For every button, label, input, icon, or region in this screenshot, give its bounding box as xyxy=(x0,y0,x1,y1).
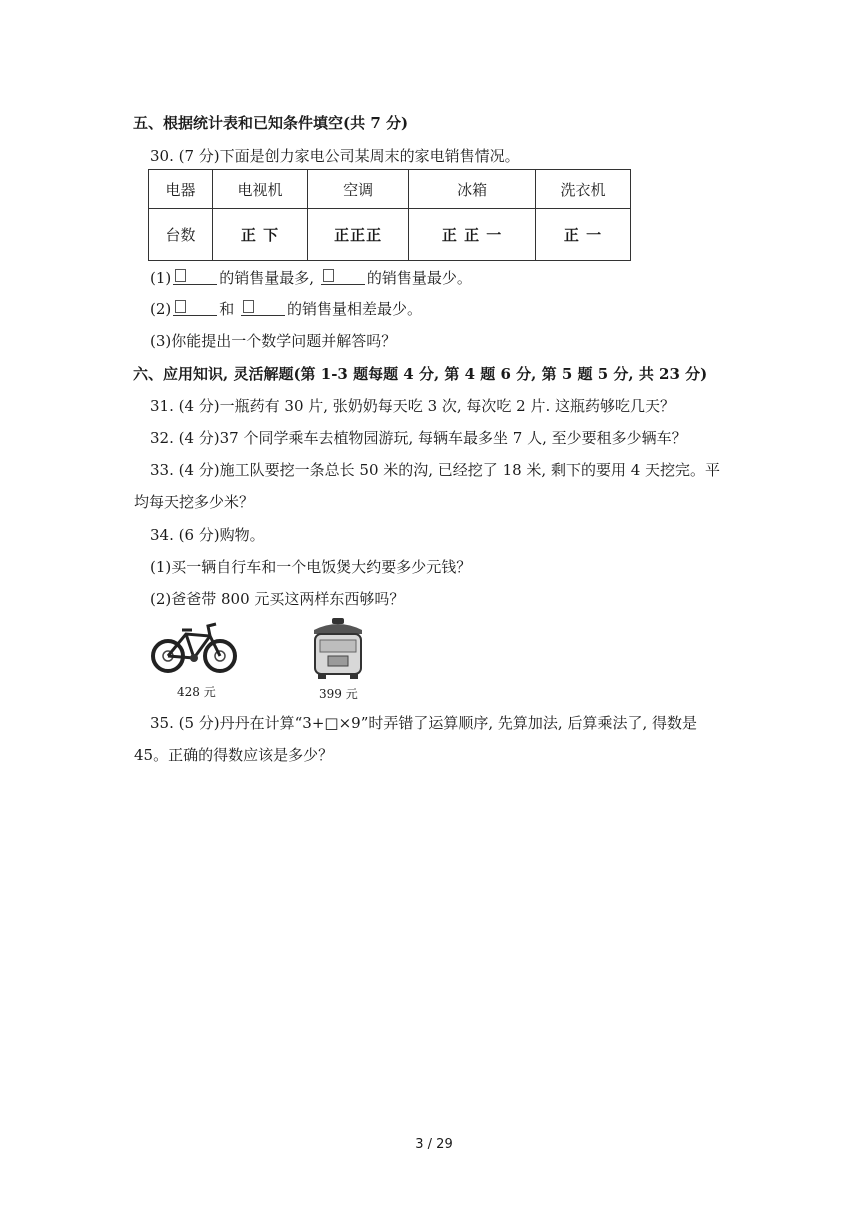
sub-question-3: (3)你能提出一个数学问题并解答吗？ xyxy=(150,332,397,350)
table-header-appliance: 电器 xyxy=(149,170,213,209)
question-30: 30. (7 分)下面是创力家电公司某周末的家电销售情况。 xyxy=(150,147,520,165)
table-header-washer: 洗衣机 xyxy=(536,170,631,209)
section-six-title: 六、应用知识, 灵活解题(第 1-3 题每题 4 分, 第 4 题 6 分, 第 5 题 5 分, 共 23 分) xyxy=(133,365,708,383)
bicycle-image xyxy=(150,618,240,678)
table-header-fridge: 冰箱 xyxy=(409,170,536,209)
table-row-label: 台数 xyxy=(149,209,213,261)
question-31: 31. (4 分)一瓶药有 30 片, 张奶奶每天吃 3 次, 每次吃 2 片. 这瓶药够吃几天？ xyxy=(150,397,676,415)
table-header-tv: 电视机 xyxy=(213,170,308,209)
cooker-price: 399 元 xyxy=(319,687,358,701)
sub2-end: 的销售量相差最少。 xyxy=(287,300,423,318)
section-five-title: 五、根据统计表和已知条件填空(共 7 分) xyxy=(133,114,409,132)
sub2-prefix: (2) xyxy=(150,300,172,318)
answer-blank-b[interactable] xyxy=(241,299,285,316)
sales-table xyxy=(148,169,631,261)
question-34: 34. (6 分)购物。 xyxy=(150,526,265,544)
question-35-line1: 35. (5 分)丹丹在计算“3+□×9”时弄错了运算顺序, 先算加法, 后算乘法了, 得数是 xyxy=(150,714,697,732)
question-33-line1: 33. (4 分)施工队要挖一条总长 50 米的沟, 已经挖了 18 米, 剩下的要用 4 天挖完。平 xyxy=(150,461,721,479)
tally-tv: 正 下 xyxy=(240,226,280,244)
answer-blank-most[interactable] xyxy=(173,268,217,285)
sub-question-2 xyxy=(150,299,422,319)
tally-washer: 正 一 xyxy=(563,226,603,244)
tally-fridge: 正 正 一 xyxy=(441,226,503,244)
sub1-prefix: (1) xyxy=(150,269,172,287)
sub2-mid: 和 xyxy=(219,300,235,318)
question-32: 32. (4 分)37 个同学乘车去植物园游玩, 每辆车最多坐 7 人, 至少要租多少辆车？ xyxy=(150,429,687,447)
question-35-line2: 45。正确的得数应该是多少？ xyxy=(134,746,334,764)
sub1-end: 的销售量最少。 xyxy=(366,269,472,287)
page-number: 3 / 29 xyxy=(415,1137,453,1152)
answer-blank-a[interactable] xyxy=(173,299,217,316)
rice-cooker-image xyxy=(310,616,366,682)
sub1-mid: 的销售量最多, xyxy=(219,269,315,287)
question-34-2: (2)爸爸带 800 元买这两样东西够吗？ xyxy=(150,590,405,608)
bike-price: 428 元 xyxy=(177,685,216,699)
table-header-ac: 空调 xyxy=(307,170,408,209)
sub-question-1 xyxy=(150,268,472,288)
question-33-line2: 均每天挖多少米？ xyxy=(134,493,255,511)
answer-blank-least[interactable] xyxy=(321,268,365,285)
tally-ac: 正正正 xyxy=(334,226,383,244)
question-34-1: (1)买一辆自行车和一个电饭煲大约要多少元钱？ xyxy=(150,558,472,576)
